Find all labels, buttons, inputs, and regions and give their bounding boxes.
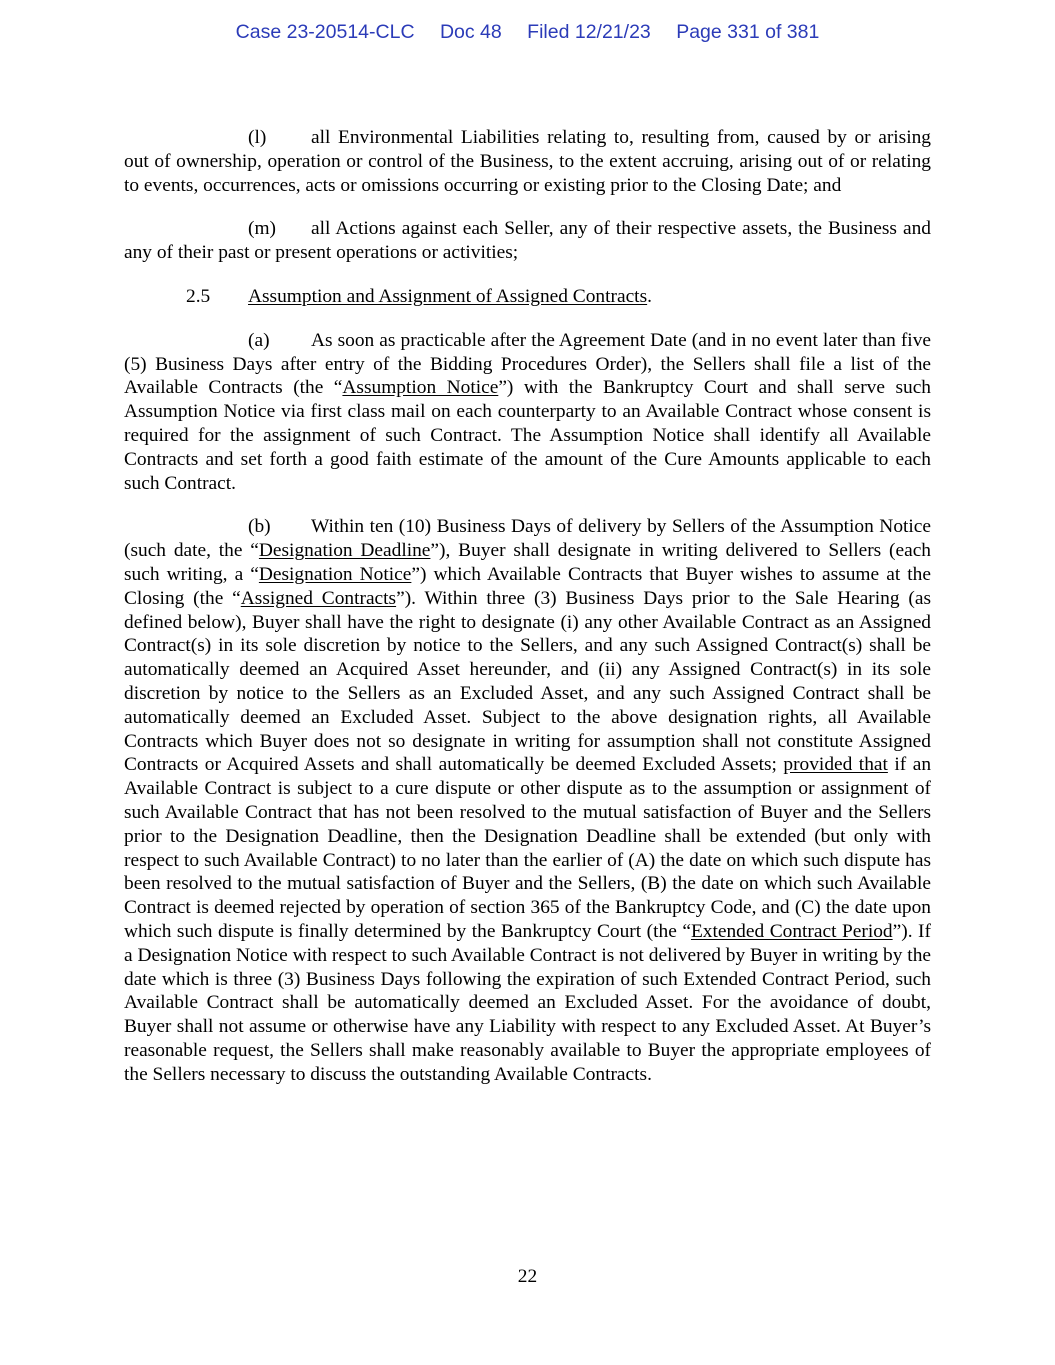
section-period: . <box>647 285 652 307</box>
clause-text: if an Available Contract is subject to a cure dispute or other dispute as to the assumption or assignment of such Available Contract that has not been resolved to the mutual satisfaction of Buyer and the Sellers prior to the Designation Deadline, then the Designation Deadline shall be extended (but only with respect to such Available Contract) to no later than the earlier of (A) the date on which such dispute has been resolved to the mutual satisfaction of Buyer and the Sellers, (B) the date on which such Available Contract is deemed rejected by operation of section 365 of the Bankruptcy Code, and (C) the date upon which such dispute is finally determined by the Bankruptcy Court (the “ <box>124 754 932 942</box>
page-number: 22 <box>517 1266 538 1287</box>
defined-term: Assumption Notice <box>342 377 499 399</box>
clause-label: (b) <box>248 516 271 538</box>
clause-a <box>124 329 931 496</box>
defined-term: Designation Notice <box>258 563 412 585</box>
clause-text: ”). Within three (3) Business Days prior to the Sale Hearing (as defined below), Buyer shall have the right to designate (i) any other Available Contract as an Assigned Contract(s) in its sole discretion by notice to the Sellers, and any such Assigned Contract(s) shall be automatically deemed an Acquired Asset hereunder, and (ii) any Assigned Contract(s) in its sole discretion by notice to the Sellers as an Excluded Asset, and any such Assigned Contract shall be automatically deemed an Excluded Asset. Subject to the above designation rights, all Available Contracts which Buyer does not so designate in writing for assumption shall not constitute Assigned Contracts or Acquired Assets and shall automatically be deemed Excluded Assets; <box>124 587 931 776</box>
defined-term: Extended Contract Period <box>690 920 893 942</box>
clause-text: Within ten (10) Business Days of delivery by Sellers of the Assumption Notice (such date, the “ <box>124 516 931 562</box>
clause-text: all Environmental Liabilities relating to, resulting from, caused by or arising out of ownership, operation or control of the Business, to the extent accruing, arising out of or relating to events, occurrences, acts or omissions occurring or existing prior to the Closing Date; and <box>124 127 931 196</box>
clause-text: ”) which Available Contracts that Buyer wishes to assume at the Closing (the “ <box>124 563 931 609</box>
filed-date: Filed 12/21/23 <box>527 21 651 43</box>
clause-b <box>124 515 931 1086</box>
clause-text: As soon as practicable after the Agreement Date (and in no event later than five (5) Business Days after entry of the Bidding Procedures Order), the Sellers shall file a list of the Available Contracts (the “ <box>124 329 931 399</box>
clause-m <box>124 217 931 265</box>
court-filing-header <box>0 20 1055 44</box>
clause-text: ”). If a Designation Notice with respect to such Available Contract is not delivered by Buyer in writing by the date which is three (3) Business Days following the expiration of such Extended Contract Period, such Available Contract shall be automatically deemed an Excluded Asset. For the avoidance of doubt, Buyer shall not assume or otherwise have any Liability with respect to any Excluded Asset. At Buyer’s reasonable request, the Sellers shall make reasonably available to Buyer the appropriate employees of the Sellers necessary to discuss the outstanding Available Contracts. <box>124 920 931 1085</box>
defined-term: Designation Deadline <box>258 540 431 562</box>
defined-term: provided that <box>783 754 888 776</box>
document-body <box>124 126 931 1086</box>
clause-label: (l) <box>248 127 267 148</box>
clause-label: (m) <box>248 218 276 240</box>
section-title: Assumption and Assignment of Assigned Contracts <box>248 285 648 307</box>
clause-text: ”) with the Bankruptcy Court and shall serve such Assumption Notice via first class mail on each counterparty to an Available Contract whose consent is required for the assignment of such Contract. The Assumption Notice shall identify all Available Contracts and set forth a good faith estimate of the amount of the Cure Amounts applicable to each such Contract. <box>124 377 931 494</box>
defined-term: Assigned Contracts <box>240 587 397 609</box>
doc-number: Doc 48 <box>439 21 502 43</box>
clause-l <box>124 126 931 197</box>
section-number: 2.5 <box>186 285 211 307</box>
clause-text: all Actions against each Seller, any of their respective assets, the Business and any of their past or present operations or activities; <box>124 218 931 264</box>
page-count: Page 331 of 381 <box>676 21 820 43</box>
clause-text: ”), Buyer shall designate in writing delivered to Sellers (each such writing, a “ <box>124 540 932 585</box>
section-heading <box>124 285 931 309</box>
case-number: Case 23-20514-CLC <box>235 21 415 43</box>
clause-label: (a) <box>248 329 270 351</box>
